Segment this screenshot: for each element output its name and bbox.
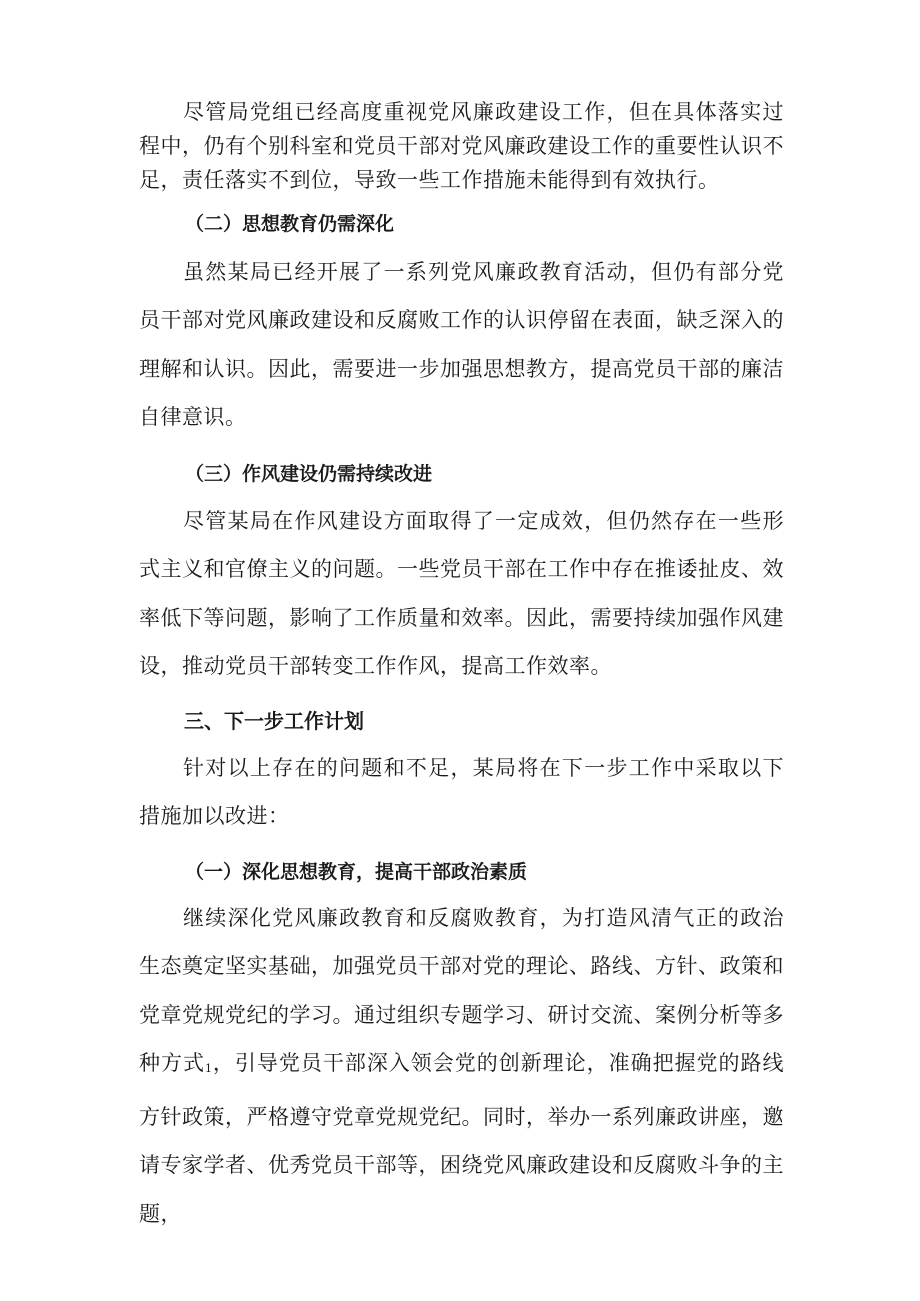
paragraph-work-style: 尽管某局在作风建设方面取得了一定成效，但仍然存在一些形式主义和官僚主义的问题。一些党员干部在工作中存在推诿扯皮、效率低下等问题，影响了工作质量和效率。因此，需要持续加强作风建设，推动党员干部转变工作作风，提高工作效率。 xyxy=(139,509,784,678)
paragraph-deepen-education-part-b: ，引导党员干部深入领会党的创新理论，准确把握党的路线方针政策，严格遵守党章党规党纪。同时，举办一系列廉政讲座，邀请专家学者、优秀党员干部等，困绕党风廉政建设和反腐败斗争的主题， xyxy=(139,1050,785,1226)
paragraph-deepen-education xyxy=(139,894,784,1238)
heading-ideological-education: （二）思想教育仍需深化 xyxy=(185,213,395,235)
heading-deepen-education: （一）深化思想教育，提高干部政治素质 xyxy=(185,861,528,883)
paragraph-measures-intro: 针对以上存在的问题和不足，某局将在下一步工作中采取以下措施加以改进： xyxy=(139,756,784,829)
heading-work-style: （三）作风建设仍需持续改进 xyxy=(185,463,433,485)
paragraph-ideological-education: 虽然某局已经开展了一系列党风廉政教育活动，但仍有部分党员干部对党风廉政建设和反腐败工作的认识停留在表面，缺乏深入的理解和认识。因此，需要进一步加强思想教方，提高党员干部的廉洁自律意识。 xyxy=(139,260,784,429)
section-heading-next-steps: 三、下一步工作计划 xyxy=(184,709,364,733)
paragraph-responsibility: 尽管局党组已经高度重视党风廉政建设工作，但在具体落实过程中，仍有个别科室和党员干部对党风廉政建设工作的重要性认识不足，责任落实不到位，导致一些工作措施未能得到有效执行。 xyxy=(139,100,784,192)
paragraph-deepen-education-part-a: 继续深化党风廉政教育和反腐败教育，为打造风清气正的政治生态奠定坚实基础，加强党员干部对党的理论、路线、方针、政策和党章党规党纪的学习。通过组织专题学习、研讨交流、案例分析等多种方式 xyxy=(139,906,784,1075)
footnote-mark: 1 xyxy=(204,1061,213,1075)
